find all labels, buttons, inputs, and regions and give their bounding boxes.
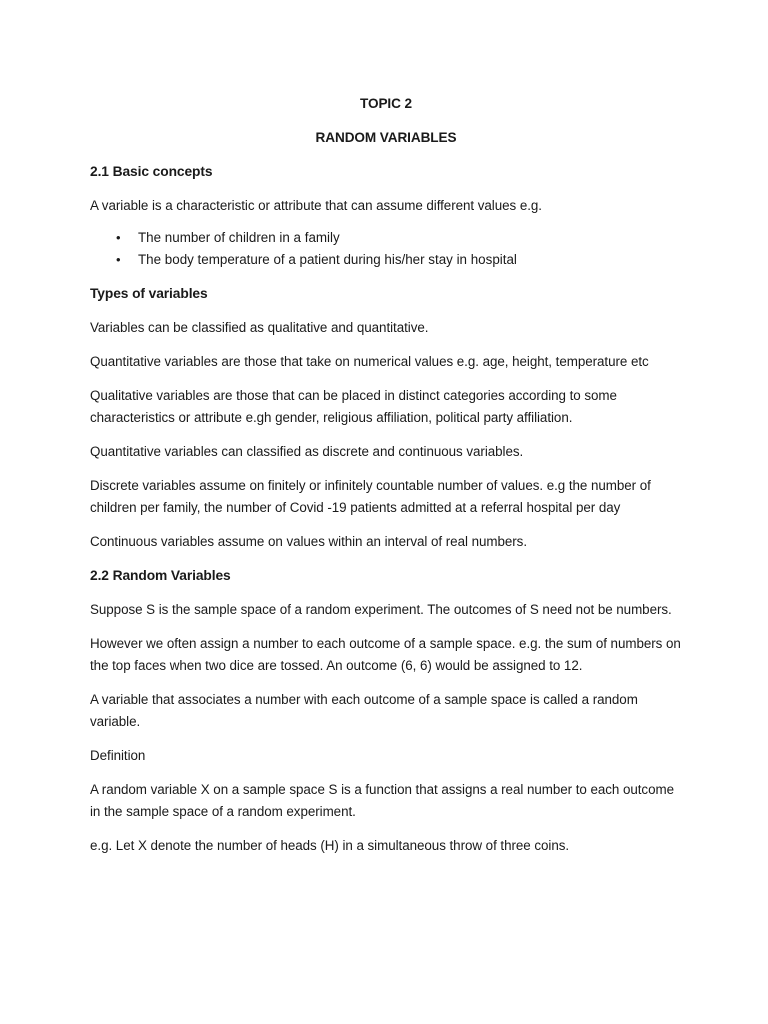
document-title: RANDOM VARIABLES [315, 130, 457, 145]
paragraph: A variable that associates a number with each outcome of a sample space is called a random variable. [90, 692, 638, 729]
list-item-text: The body temperature of a patient during his/her stay in hospital [138, 252, 517, 267]
paragraph: Variables can be classified as qualitative and quantitative. [90, 320, 429, 335]
document-body [90, 93, 682, 869]
list-item [90, 249, 682, 271]
paragraph: Qualitative variables are those that can be placed in distinct categories according to some characteristics or attribute e.gh gender, religious affiliation, political party affiliation. [90, 388, 617, 425]
section-heading-basic-concepts: 2.1 Basic concepts [90, 164, 213, 179]
paragraph-definition-label: Definition [90, 748, 146, 763]
paragraph: Quantitative variables can classified as discrete and continuous variables. [90, 444, 524, 459]
paragraph: Discrete variables assume on finitely or infinitely countable number of values. e.g the number of children per family, the number of Covid -19 patients admitted at a referral hospital per day [90, 478, 651, 515]
paragraph: Continuous variables assume on values within an interval of real numbers. [90, 534, 527, 549]
list-item-text: The number of children in a family [138, 230, 340, 245]
paragraph-variable-definition: A variable is a characteristic or attribute that can assume different values e.g. [90, 198, 542, 213]
topic-heading: TOPIC 2 [360, 96, 412, 111]
list-item [90, 227, 682, 249]
bullet-icon: • [116, 252, 121, 267]
paragraph: Quantitative variables are those that take on numerical values e.g. age, height, temperature etc [90, 354, 649, 369]
paragraph: e.g. Let X denote the number of heads (H) in a simultaneous throw of three coins. [90, 838, 570, 853]
section-heading-types-of-variables: Types of variables [90, 286, 208, 301]
section-heading-random-variables: 2.2 Random Variables [90, 568, 231, 583]
paragraph: A random variable X on a sample space S is a function that assigns a real number to each outcome in the sample space of a random experiment. [90, 782, 674, 819]
paragraph: Suppose S is the sample space of a random experiment. The outcomes of S need not be numbers. [90, 602, 672, 617]
bullet-icon: • [116, 230, 121, 245]
paragraph: However we often assign a number to each outcome of a sample space. e.g. the sum of numbers on the top faces when two dice are tossed. An outcome (6, 6) would be assigned to 12. [90, 636, 681, 673]
bullet-list [90, 227, 682, 271]
